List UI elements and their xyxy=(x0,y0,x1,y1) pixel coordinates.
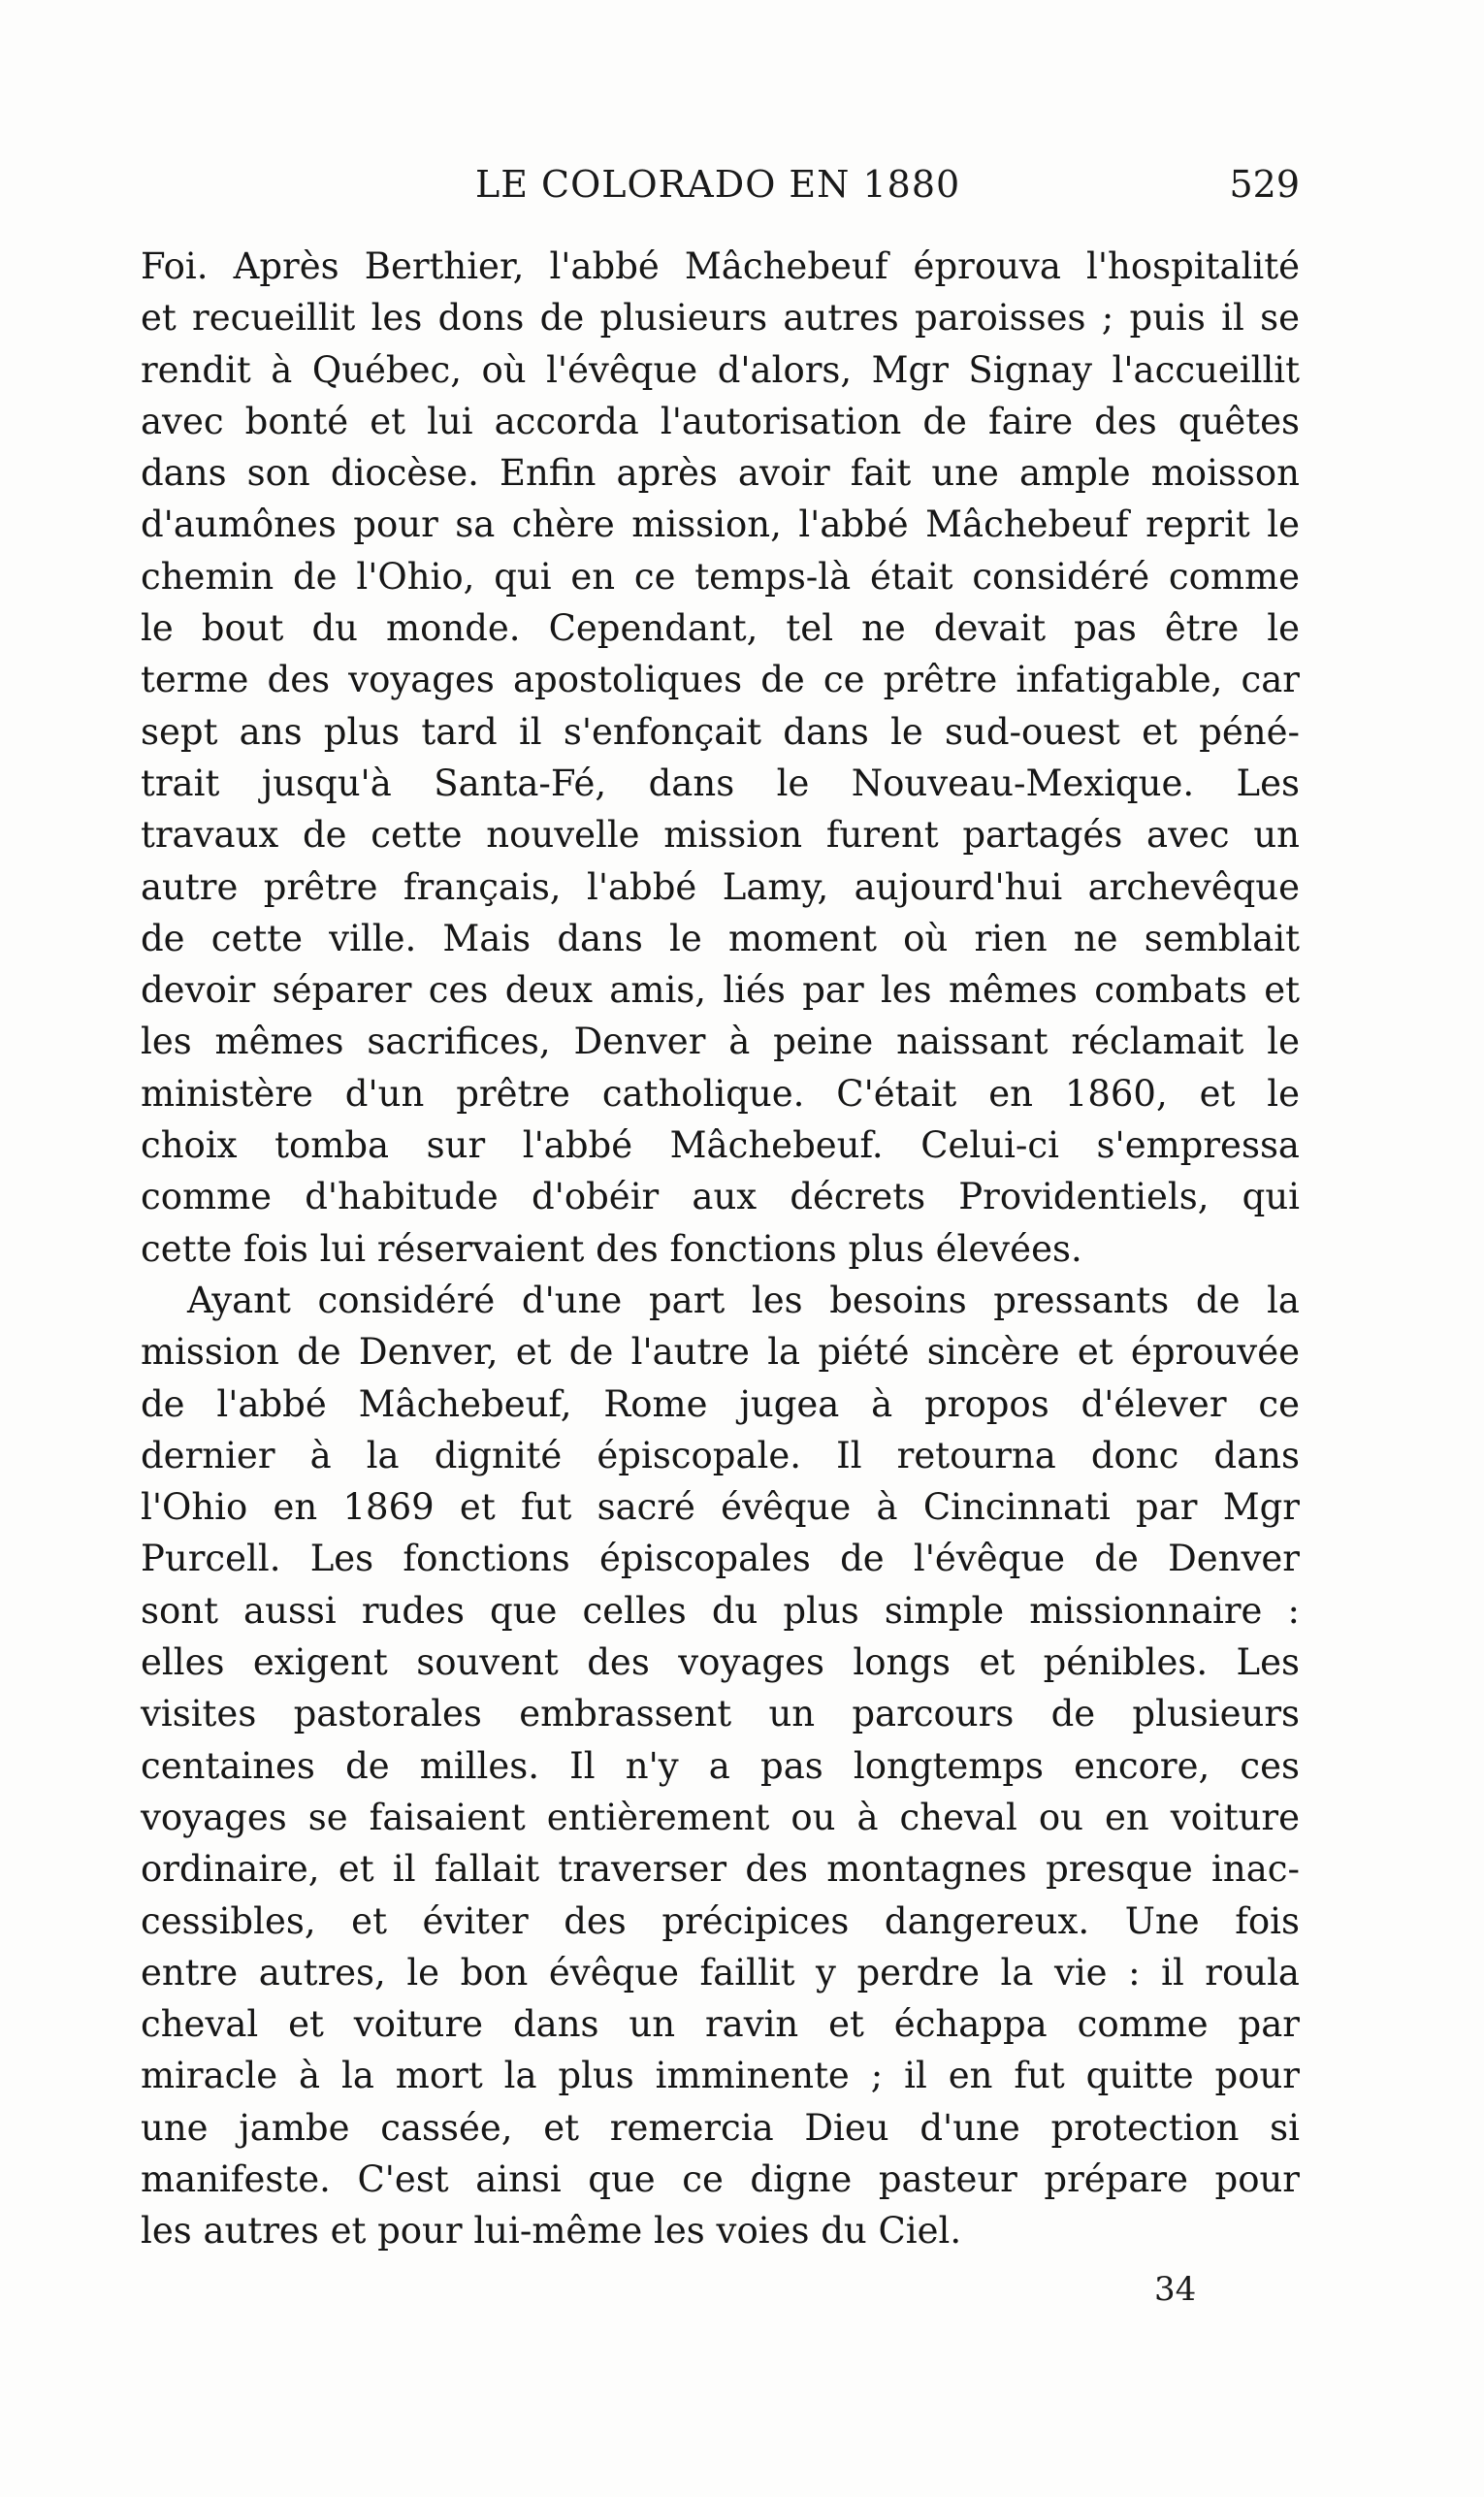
text-line: terme des voyages apostoliques de ce prêtre infatigable, car xyxy=(141,659,1300,701)
text-line: sept ans plus tard il s'enfonçait dans le sud-ouest et péné- xyxy=(141,710,1300,753)
text-line: une jambe cassée, et remercia Dieu d'une protection si xyxy=(141,2106,1300,2149)
paragraph-1 xyxy=(141,241,1300,1275)
text-line: cheval et voiture dans un ravin et échappa comme par xyxy=(141,2003,1300,2046)
text-line: sont aussi rudes que celles du plus simple missionnaire : xyxy=(141,1589,1300,1632)
text-line: chemin de l'Ohio, qui en ce temps-là était considéré comme xyxy=(141,555,1300,598)
text-line: cessibles, et éviter des précipices dangereux. Une fois xyxy=(141,1899,1300,1942)
text-line: dernier à la dignité épiscopale. Il retourna donc dans xyxy=(141,1434,1300,1476)
text-line: centaines de milles. Il n'y a pas longtemps encore, ces xyxy=(141,1744,1300,1787)
text-line: miracle à la mort la plus imminente ; il en fut quitte pour xyxy=(141,2055,1300,2097)
text-line: cette fois lui réservaient des fonctions plus élevées. xyxy=(141,1227,1082,1270)
paragraph-2 xyxy=(141,1275,1300,2257)
running-title: LE COLORADO EN 1880 xyxy=(475,163,961,206)
text-line: Ayant considéré d'une part les besoins pressants de la xyxy=(187,1279,1300,1321)
text-line: avec bonté et lui accorda l'autorisation de faire des quêtes xyxy=(141,400,1300,442)
text-line: visites pastorales embrassent un parcours de plusieurs xyxy=(141,1693,1300,1735)
page-number: 529 xyxy=(1229,163,1300,206)
text-line: comme d'habitude d'obéir aux décrets Providentiels, qui xyxy=(141,1176,1300,1218)
page-header xyxy=(141,163,1300,221)
text-line: voyages se faisaient entièrement ou à cheval ou en voiture xyxy=(141,1796,1300,1838)
text-line: devoir séparer ces deux amis, liés par les mêmes combats et xyxy=(141,969,1300,1012)
text-line: autre prêtre français, l'abbé Lamy, aujourd'hui archevêque xyxy=(141,865,1300,908)
text-line: et recueillit les dons de plusieurs autres paroisses ; puis il se xyxy=(141,297,1300,340)
body-text xyxy=(141,241,1300,2257)
text-line: Foi. Après Berthier, l'abbé Mâchebeuf éprouva l'hospitalité xyxy=(141,245,1300,287)
text-line: choix tomba sur l'abbé Mâchebeuf. Celui-ci s'empressa xyxy=(141,1124,1300,1167)
text-line: dans son diocèse. Enfin après avoir fait une ample moisson xyxy=(141,452,1300,495)
text-line: de cette ville. Mais dans le moment où rien ne semblait xyxy=(141,917,1300,959)
text-line: le bout du monde. Cependant, tel ne devait pas être le xyxy=(141,607,1300,650)
text-line: trait jusqu'à Santa-Fé, dans le Nouveau-Mexique. Les xyxy=(141,762,1300,804)
text-line: travaux de cette nouvelle mission furent partagés avec un xyxy=(141,814,1300,857)
text-line: entre autres, le bon évêque faillit y perdre la vie : il roula xyxy=(141,1951,1300,1994)
text-line: l'Ohio en 1869 et fut sacré évêque à Cincinnati par Mgr xyxy=(141,1486,1300,1529)
text-line: de l'abbé Mâchebeuf, Rome jugea à propos d'élever ce xyxy=(141,1382,1300,1425)
text-line: les autres et pour lui-même les voies du Ciel. xyxy=(141,2210,962,2253)
text-line: mission de Denver, et de l'autre la piété sincère et éprouvée xyxy=(141,1331,1300,1374)
text-line: Purcell. Les fonctions épiscopales de l'évêque de Denver xyxy=(141,1538,1300,1580)
text-line: manifeste. C'est ainsi que ce digne pasteur prépare pour xyxy=(141,2157,1300,2200)
text-line: les mêmes sacrifices, Denver à peine naissant réclamait le xyxy=(141,1021,1300,1063)
text-line: ordinaire, et il fallait traverser des montagnes presque inac- xyxy=(141,1848,1300,1891)
text-line: rendit à Québec, où l'évêque d'alors, Mgr Signay l'accueillit xyxy=(141,348,1300,391)
text-line: elles exigent souvent des voyages longs et pénibles. Les xyxy=(141,1641,1300,1684)
text-line: ministère d'un prêtre catholique. C'était en 1860, et le xyxy=(141,1072,1300,1115)
signature-mark: 34 xyxy=(1154,2270,1197,2309)
text-line: d'aumônes pour sa chère mission, l'abbé Mâchebeuf reprit le xyxy=(141,503,1300,546)
